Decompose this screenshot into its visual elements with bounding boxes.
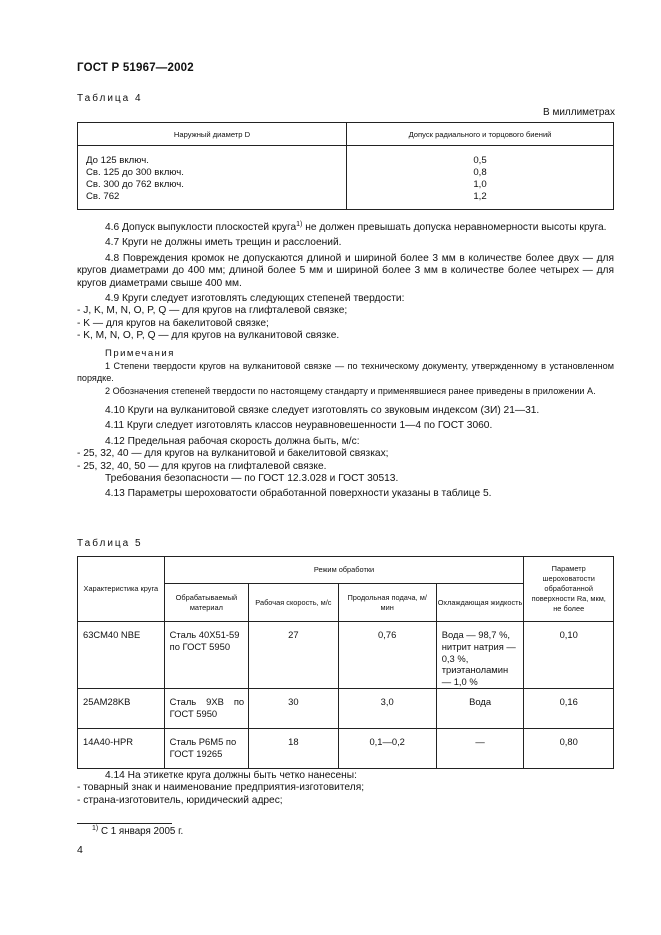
table-cell: 0,8 — [473, 167, 487, 178]
footnote-ref: 1) — [296, 221, 303, 228]
table-cell: 0,76 — [338, 622, 436, 689]
note-2: 2 Обозначения степеней твердости по настоящему стандарту и применявшиеся ранее приведены в приложении А. — [105, 386, 596, 397]
table4-header-diameter: Наружный диаметр D — [78, 123, 347, 146]
table-cell: 14A40-HPR — [78, 728, 165, 768]
list-item: - 25, 32, 40, 50 — для кругов на глифталевой связке. — [77, 460, 327, 472]
list-item: - K, M, N, O, P, Q — для кругов на вулканитовой связке. — [77, 330, 340, 342]
table5 — [77, 556, 614, 769]
table-row — [78, 728, 614, 768]
table-cell: — — [436, 728, 524, 768]
table-cell: 1,2 — [473, 191, 487, 202]
table5-header-feed: Продольная подача, м/мин — [338, 584, 436, 622]
table-cell: 25AM28KB — [78, 688, 165, 728]
body-text-1 — [77, 222, 614, 501]
table4 — [77, 122, 614, 210]
paragraph-text: 4.6 Допуск выпуклости плоскостей круга — [105, 222, 297, 233]
paragraph-4-6 — [77, 222, 614, 234]
table-cell: До 125 включ. — [86, 155, 149, 166]
table-cell: 0,80 — [524, 728, 614, 768]
table5-header-material: Обрабатываемый материал — [164, 584, 248, 622]
list-item: - товарный знак и наименование предприятия-изготовителя; — [77, 782, 365, 794]
paragraph-4-13: 4.13 Параметры шероховатости обработанной поверхности указаны в таблице 5. — [105, 488, 492, 500]
table-cell: 27 — [249, 622, 339, 689]
table-row — [78, 688, 614, 728]
table-cell: 0,10 — [524, 622, 614, 689]
footnote-text: С 1 января 2005 г. — [98, 826, 184, 837]
table5-header-roughness: Параметр шероховатости обработанной поверхности Ra, мкм, не более — [524, 557, 614, 622]
table-cell: Св. 300 до 762 включ. — [86, 179, 184, 190]
paragraph-4-12: 4.12 Предельная рабочая скорость должна быть, м/с: — [105, 435, 360, 447]
table4-caption: Таблица 4 — [77, 93, 143, 104]
list-item: - K — для кругов на бакелитовой связке; — [77, 317, 269, 329]
list-item: - 25, 32, 40 — для кругов на вулканитовой и бакелитовой связках; — [77, 448, 389, 460]
paragraph-4-10: 4.10 Круги на вулканитовой связке следует изготовлять со звуковым индексом (ЗИ) 21—31. — [105, 405, 540, 417]
table-cell: Сталь 9ХВ по ГОСТ 5950 — [164, 688, 248, 728]
table-cell: Св. 762 — [86, 191, 120, 202]
notes — [77, 348, 614, 398]
paragraph-4-7: 4.7 Круги не должны иметь трещин и расслоений. — [105, 237, 342, 249]
table-cell: 0,1—0,2 — [338, 728, 436, 768]
table-cell: 1,0 — [473, 179, 487, 190]
notes-heading: Примечания — [105, 347, 175, 359]
paragraph-4-8: 4.8 Повреждения кромок не допускаются длиной и шириной более 3 мм в количестве более двух — для кругов диаметрами до 400 мм; длиной более 5 мм и шириной более 3 мм в количестве более четырех — для кругов диаметрами свыше 400 мм. — [77, 252, 614, 289]
list-item: - J, K, M, N, O, P, Q — для кругов на глифталевой связке; — [77, 305, 348, 317]
document-header: ГОСТ Р 51967—2002 — [77, 62, 194, 74]
table-cell: 0,16 — [524, 688, 614, 728]
paragraph-4-9: 4.9 Круги следует изготовлять следующих степеней твердости: — [105, 293, 405, 305]
table5-header-characteristic: Характеристика круга — [78, 557, 165, 622]
table5-header-speed: Рабочая скорость, м/с — [249, 584, 339, 622]
table4-header-tolerance: Допуск радиального и торцового биений — [347, 123, 614, 146]
table-cell: 18 — [249, 728, 339, 768]
table5-caption: Таблица 5 — [77, 538, 143, 549]
table4-units: В миллиметрах — [543, 107, 615, 118]
table-cell: Вода — [436, 688, 524, 728]
paragraph-4-11: 4.11 Круги следует изготовлять классов неуравновешенности 1—4 по ГОСТ 3060. — [105, 420, 493, 432]
paragraph-text: не должен превышать допуска неравномерности высоты круга. — [302, 222, 607, 233]
table4-tolerance-cell — [347, 146, 614, 210]
table5-header-coolant: Охлаждающая жидкость — [436, 584, 524, 622]
table-cell: 63СМ40 NBE — [78, 622, 165, 689]
note-1: 1 Степени твердости кругов на вулканитовой связке — по техническому документу, утвержденному в установленном порядке. — [77, 361, 614, 383]
table-cell: 30 — [249, 688, 339, 728]
table-cell: 0,5 — [473, 155, 487, 166]
table-cell: 3,0 — [338, 688, 436, 728]
footnote — [92, 826, 183, 837]
table-row — [78, 622, 614, 689]
footnote-divider — [77, 823, 172, 824]
table-cell: Сталь Р6М5 по ГОСТ 19265 — [164, 728, 248, 768]
paragraph-4-14: 4.14 На этикетке круга должны быть четко нанесены: — [105, 770, 357, 781]
footnote-mark: 1) — [92, 825, 99, 832]
safety-requirements: Требования безопасности — по ГОСТ 12.3.028 и ГОСТ 30513. — [105, 473, 399, 485]
table-cell: Вода — 98,7 %, нитрит натрия — 0,3 %, триэтаноламин — 1,0 % — [436, 622, 524, 689]
page-number: 4 — [77, 844, 83, 856]
list-item: - страна-изготовитель, юридический адрес; — [77, 794, 283, 806]
table-cell: Св. 125 до 300 включ. — [86, 167, 184, 178]
table-cell: Сталь 40Х51-59 по ГОСТ 5950 — [164, 622, 248, 689]
body-text-2 — [77, 770, 614, 807]
table5-header-mode: Режим обработки — [164, 557, 524, 584]
table4-diameter-cell — [78, 146, 347, 210]
